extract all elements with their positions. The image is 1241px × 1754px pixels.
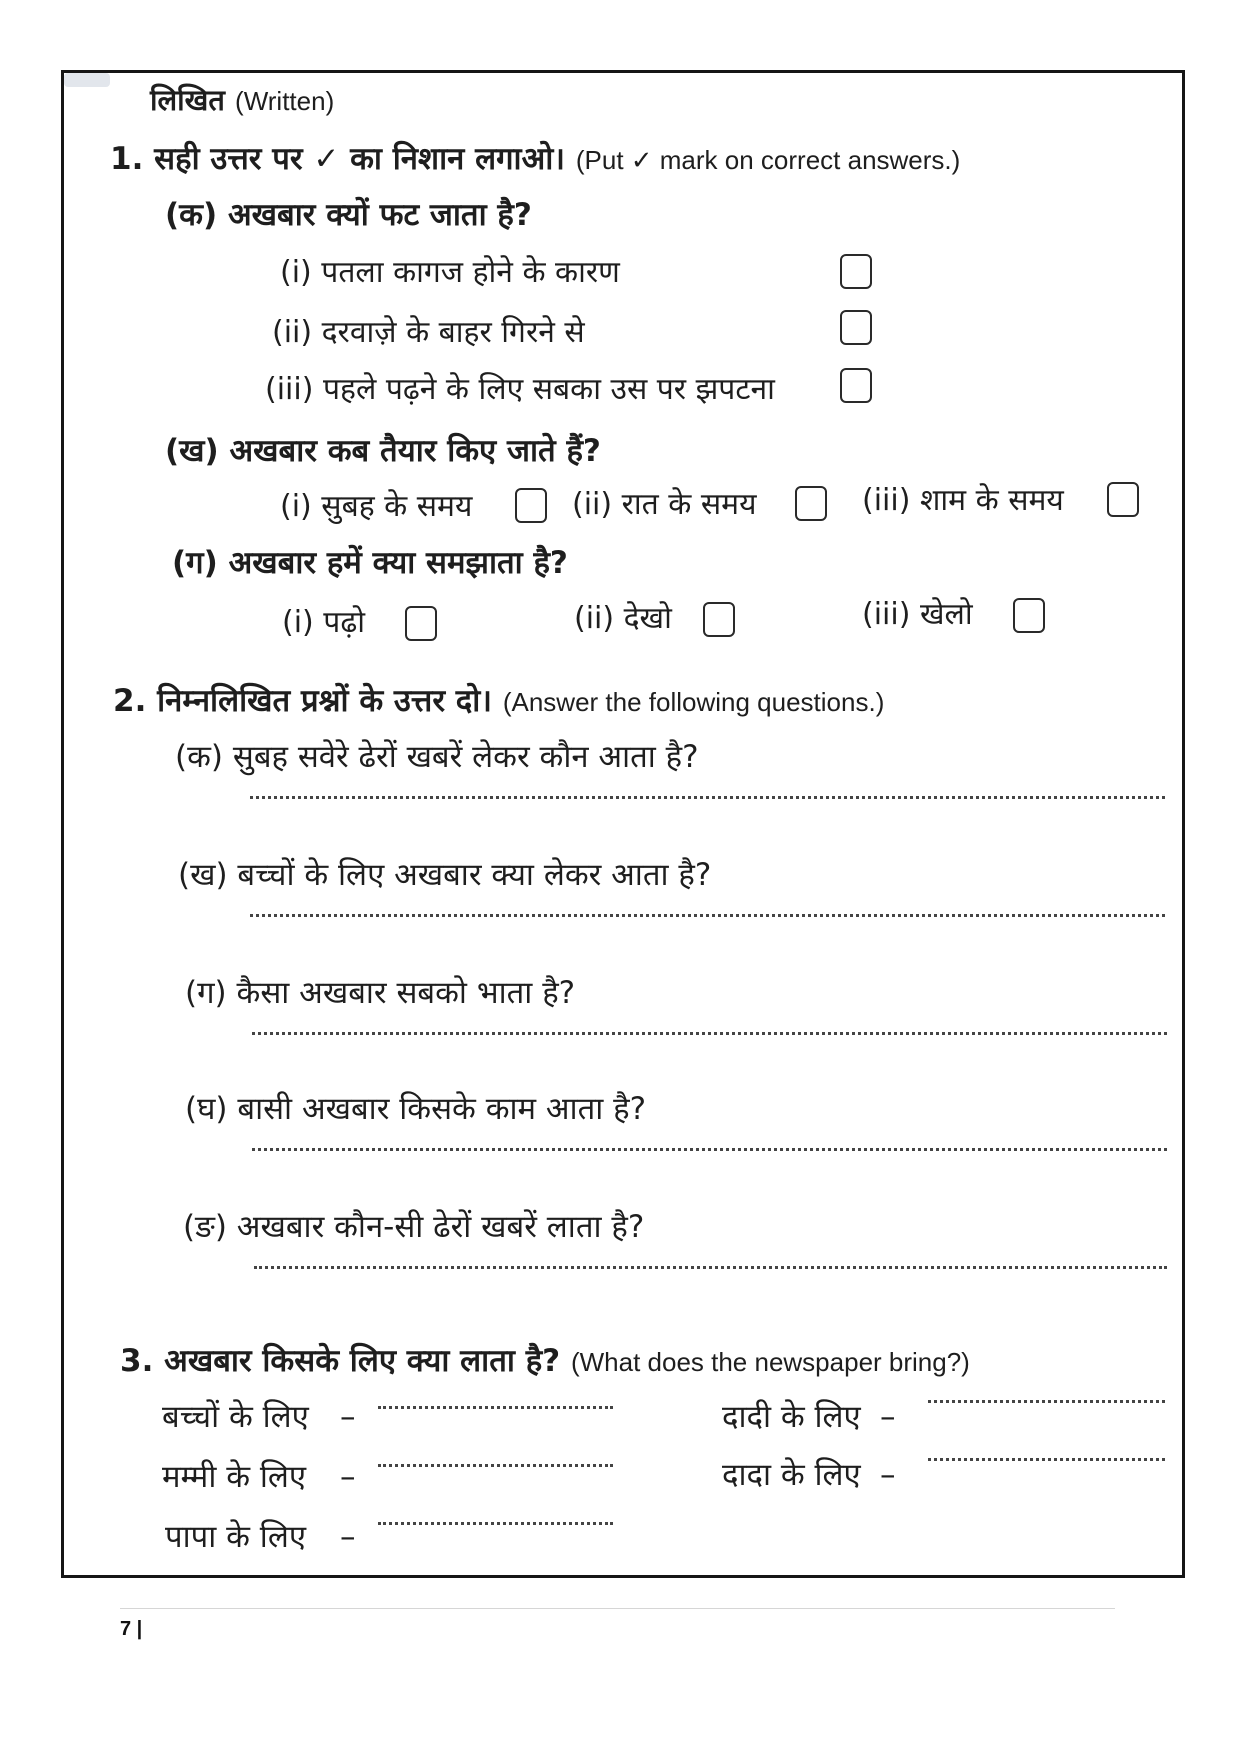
option-num: (i) — [280, 489, 312, 524]
question-2 — [113, 683, 885, 719]
q1-ka-option-2 — [272, 315, 585, 350]
part-question: अखबार क्यों फट जाता है? — [227, 197, 532, 233]
q1-number: 1. — [110, 141, 144, 177]
option-text: खेलो — [919, 597, 973, 632]
item-label: (ख) — [178, 857, 228, 893]
row-label: मम्मी के लिए — [162, 1459, 307, 1495]
question-1 — [110, 141, 961, 177]
checkbox-ga-ii[interactable] — [703, 602, 735, 637]
q3-english: (What does the newspaper bring?) — [570, 1347, 970, 1377]
part-label: (क) — [165, 197, 218, 233]
q1-ga-option-3 — [862, 597, 973, 632]
option-num: (ii) — [572, 487, 613, 522]
option-num: (ii) — [272, 315, 313, 350]
checkbox-ka-ii[interactable] — [840, 310, 872, 345]
q1-ga-option-2 — [574, 601, 672, 636]
answer-line-dada[interactable] — [928, 1458, 1165, 1461]
dash: – — [340, 1399, 356, 1435]
answer-line-kha[interactable] — [250, 914, 1165, 917]
option-num: (i) — [280, 255, 312, 290]
q1-ka-option-1 — [280, 255, 620, 290]
q3-left-row-2 — [162, 1459, 307, 1495]
row-label: दादी के लिए — [722, 1399, 861, 1435]
q2-item-nga — [183, 1209, 645, 1245]
item-label: (ङ) — [183, 1209, 227, 1245]
part-label: (ग) — [172, 545, 218, 581]
row-label: दादा के लिए — [722, 1457, 861, 1493]
q1-part-ga — [172, 545, 568, 581]
q3-left-row-1 — [162, 1399, 309, 1435]
q1-english: (Put ✓ mark on correct answers.) — [575, 145, 961, 175]
option-num: (iii) — [862, 483, 911, 518]
q1-part-ka — [165, 197, 532, 233]
q1-kha-option-2 — [572, 487, 757, 522]
checkbox-ka-iii[interactable] — [840, 368, 872, 403]
section-heading — [150, 83, 335, 117]
q3-left-row-3 — [165, 1519, 306, 1555]
checkbox-kha-ii[interactable] — [795, 486, 827, 521]
answer-line-bachchon[interactable] — [378, 1406, 613, 1409]
option-num: (i) — [282, 605, 314, 640]
page-number: 7 | — [120, 1618, 143, 1640]
item-label: (घ) — [185, 1091, 228, 1127]
option-text: रात के समय — [621, 487, 757, 522]
question-3 — [120, 1343, 970, 1379]
part-question: अखबार हमें क्या समझाता है? — [228, 545, 568, 581]
q3-number: 3. — [120, 1343, 154, 1379]
q2-item-ka — [175, 739, 699, 775]
q1-ga-option-1 — [282, 605, 365, 640]
option-text: दरवाज़े के बाहर गिरने से — [321, 315, 585, 350]
checkbox-ga-iii[interactable] — [1013, 598, 1045, 633]
footer-divider — [120, 1608, 1115, 1609]
checkbox-ga-i[interactable] — [405, 606, 437, 641]
dash: – — [340, 1519, 356, 1555]
q2-english: (Answer the following questions.) — [502, 687, 885, 717]
item-label: (ग) — [185, 975, 227, 1011]
item-question: अखबार कौन-सी ढेरों खबरें लाता है? — [236, 1209, 645, 1245]
scan-smudge — [64, 73, 110, 87]
q3-right-row-1 — [722, 1399, 861, 1435]
q1-text: सही उत्तर पर ✓ का निशान लगाओ। — [154, 141, 566, 177]
row-label: बच्चों के लिए — [162, 1399, 309, 1435]
q1-kha-option-3 — [862, 483, 1064, 518]
option-text: पहले पढ़ने के लिए सबका उस पर झपटना — [322, 372, 775, 407]
option-text: देखो — [623, 601, 672, 636]
q2-item-ga — [185, 975, 576, 1011]
answer-line-papa[interactable] — [378, 1522, 613, 1525]
row-label: पापा के लिए — [165, 1519, 306, 1555]
answer-line-gha[interactable] — [252, 1148, 1167, 1151]
q2-number: 2. — [113, 683, 147, 719]
item-question: कैसा अखबार सबको भाता है? — [236, 975, 576, 1011]
q3-right-row-2 — [722, 1457, 861, 1493]
item-question: बच्चों के लिए अखबार क्या लेकर आता है? — [237, 857, 712, 893]
option-text: शाम के समय — [919, 483, 1064, 518]
answer-line-nga[interactable] — [254, 1266, 1167, 1269]
item-question: बासी अखबार किसके काम आता है? — [237, 1091, 647, 1127]
q3-text: अखबार किसके लिए क्या लाता है? — [164, 1343, 561, 1379]
item-label: (क) — [175, 739, 223, 775]
q1-part-kha — [165, 433, 601, 469]
checkbox-kha-i[interactable] — [515, 488, 547, 523]
part-label: (ख) — [165, 433, 219, 469]
q2-item-gha — [185, 1091, 647, 1127]
part-question: अखबार कब तैयार किए जाते हैं? — [229, 433, 601, 469]
option-num: (iii) — [265, 372, 314, 407]
option-num: (iii) — [862, 597, 911, 632]
option-text: सुबह के समय — [321, 489, 473, 524]
dash: – — [880, 1457, 896, 1493]
q2-item-kha — [178, 857, 712, 893]
checkbox-ka-i[interactable] — [840, 254, 872, 289]
dash: – — [340, 1459, 356, 1495]
item-question: सुबह सवेरे ढेरों खबरें लेकर कौन आता है? — [232, 739, 699, 775]
q1-kha-option-1 — [280, 489, 473, 524]
q2-text: निम्नलिखित प्रश्नों के उत्तर दो। — [157, 683, 493, 719]
option-text: पढ़ो — [323, 605, 365, 640]
dash: – — [880, 1399, 896, 1435]
q1-ka-option-3 — [265, 372, 775, 407]
answer-line-dadi[interactable] — [928, 1400, 1165, 1403]
answer-line-ga[interactable] — [252, 1032, 1167, 1035]
answer-line-ka[interactable] — [250, 796, 1165, 799]
answer-line-mummy[interactable] — [378, 1464, 613, 1467]
heading-english: (Written) — [235, 86, 335, 116]
checkbox-kha-iii[interactable] — [1107, 482, 1139, 517]
option-num: (ii) — [574, 601, 615, 636]
option-text: पतला कागज होने के कारण — [321, 255, 620, 290]
heading-hindi: लिखित — [150, 83, 225, 117]
